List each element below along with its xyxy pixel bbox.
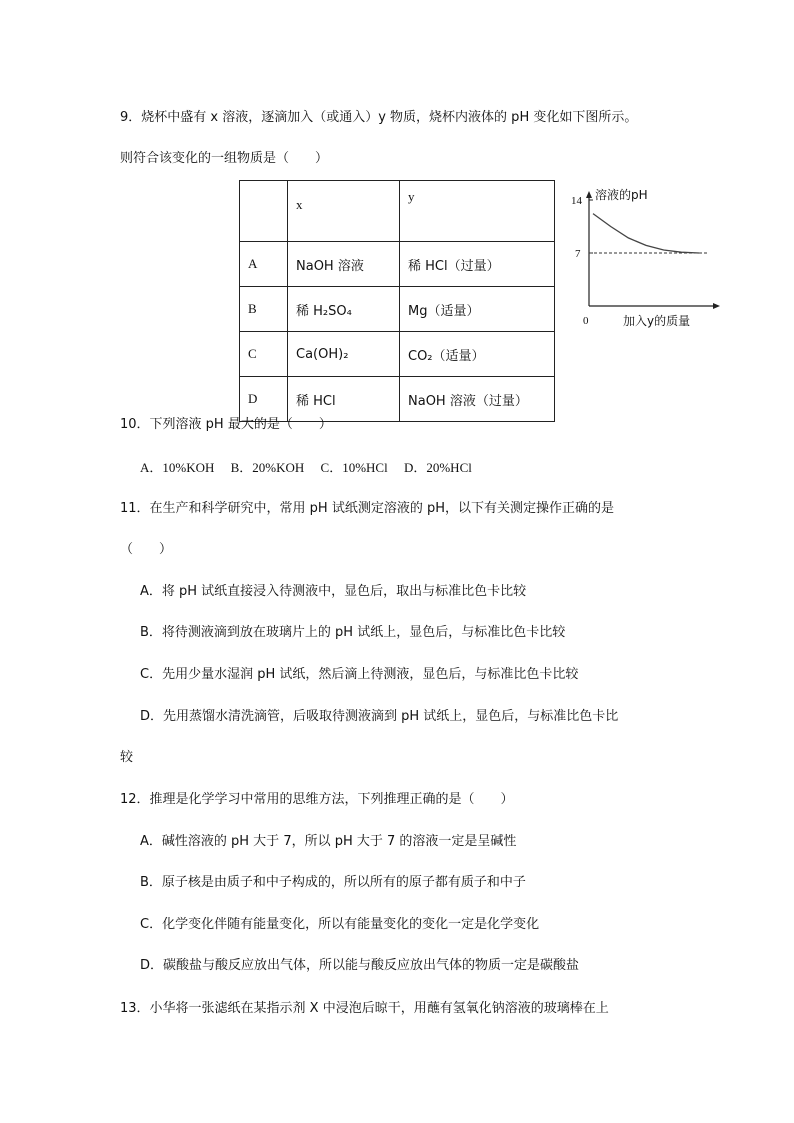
- x-axis-arrow: [713, 303, 720, 309]
- q11-option-d-line1: D．先用蒸馏水清洗滴管，后吸取待测液滴到 pH 试纸上，显色后，与标准比色卡比: [140, 709, 619, 724]
- y-tick-label-7: 7: [575, 248, 581, 260]
- q11-option-a: A．将 pH 试纸直接浸入待测液中，显色后，取出与标准比色卡比较: [140, 584, 527, 599]
- q11-stem-line1: 11．在生产和科学研究中，常用 pH 试纸测定溶液的 pH，以下有关测定操作正确的是: [120, 501, 614, 516]
- q9-stem-line1: 9．烧杯中盛有 x 溶液，逐滴加入（或通入）y 物质，烧杯内液体的 pH 变化如下图所示。: [120, 110, 638, 125]
- x-axis-label: 加入y的质量: [623, 314, 691, 328]
- table-cell-label: D: [240, 377, 288, 422]
- q12-option-d: D．碳酸盐与酸反应放出气体，所以能与酸反应放出气体的物质一定是碳酸盐: [140, 958, 580, 973]
- chart-axes: [586, 191, 720, 309]
- y-axis-label: 溶液的pH: [595, 188, 648, 202]
- table-cell-y: CO₂（适量）: [400, 332, 555, 377]
- q12-option-a: A．碱性溶液的 pH 大于 7，所以 pH 大于 7 的溶液一定是呈碱性: [140, 834, 517, 849]
- q11-option-c: C．先用少量水湿润 pH 试纸，然后滴上待测液，显色后，与标准比色卡比较: [140, 667, 579, 682]
- table-cell-x: 稀 HCl: [288, 377, 400, 422]
- ph-curve-svg: [565, 186, 725, 336]
- q12-option-c: C．化学变化伴随有能量变化，所以有能量变化的变化一定是化学变化: [140, 917, 540, 932]
- q9-options-table: [239, 180, 555, 422]
- table-header-cell: [240, 181, 288, 242]
- table-row: [240, 377, 555, 422]
- q10-options: A．10%KOH B．20%KOH C．10%HCl D．20%HCl: [140, 460, 472, 475]
- table-cell-x: Ca(OH)₂: [288, 332, 400, 377]
- q10-stem: 10．下列溶液 pH 最大的是（ ）: [120, 417, 332, 432]
- table-cell-label: B: [240, 287, 288, 332]
- table-row: [240, 332, 555, 377]
- origin-label: 0: [583, 315, 589, 327]
- table-cell-y: NaOH 溶液（过量）: [400, 377, 555, 422]
- q9-stem-line2: 则符合该变化的一组物质是（ ）: [120, 151, 329, 166]
- table-cell-x: NaOH 溶液: [288, 242, 400, 287]
- table-cell-y: 稀 HCl（过量）: [400, 242, 555, 287]
- table-header-cell: x: [288, 181, 400, 242]
- table-row: [240, 287, 555, 332]
- table-cell-label: A: [240, 242, 288, 287]
- table-header-row: [240, 181, 555, 242]
- y-tick-label-14: 14: [571, 195, 582, 207]
- y-axis-arrow: [586, 191, 592, 198]
- table-header-cell: y: [400, 181, 555, 242]
- q11-option-d-line2: 较: [120, 750, 134, 765]
- table-cell-x: 稀 H₂SO₄: [288, 287, 400, 332]
- ph-curve-line: [593, 214, 699, 253]
- q12-stem: 12．推理是化学学习中常用的思维方法，下列推理正确的是（ ）: [120, 792, 514, 807]
- q11-option-b: B．将待测液滴到放在玻璃片上的 pH 试纸上，显色后，与标准比色卡比较: [140, 625, 566, 640]
- q11-stem-line2: （ ）: [120, 542, 173, 557]
- table-cell-label: C: [240, 332, 288, 377]
- table-row: [240, 242, 555, 287]
- q12-option-b: B．原子核是由质子和中子构成的，所以所有的原子都有质子和中子: [140, 875, 526, 890]
- table-cell-y: Mg（适量）: [400, 287, 555, 332]
- q13-stem: 13．小华将一张滤纸在某指示剂 X 中浸泡后晾干，用蘸有氢氧化钠溶液的玻璃棒在上: [120, 1001, 609, 1016]
- ph-curve-chart: [565, 186, 725, 336]
